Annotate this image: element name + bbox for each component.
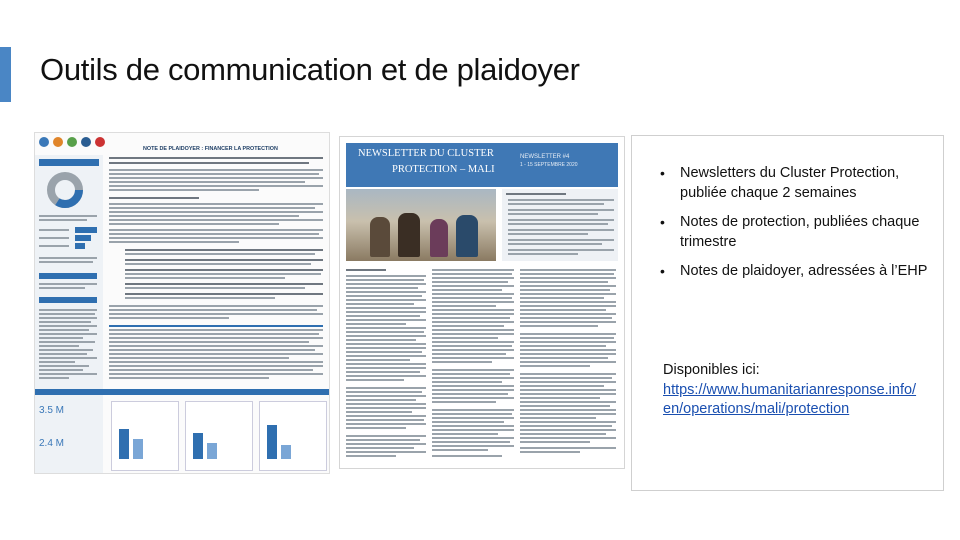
- info-panel: [631, 135, 944, 491]
- newsletter-issue-date: 1 - 15 SEPTEMBRE 2020: [520, 162, 578, 168]
- available-label: Disponibles ici:: [663, 362, 760, 378]
- newsletter-issue-number: NEWSLETTER #4: [520, 154, 570, 160]
- logo-icon: [95, 137, 105, 147]
- bullet-icon: •: [660, 165, 665, 181]
- bullet-list: [660, 164, 930, 292]
- logo-icon: [81, 137, 91, 147]
- logo-icon: [67, 137, 77, 147]
- bullet-item-newsletters: • Newsletters du Cluster Protection, publiée chaque 2 semaines: [660, 165, 900, 201]
- donut-chart-icon: [45, 170, 85, 210]
- bullet-icon: •: [660, 214, 665, 230]
- doc-footer-banner: [35, 389, 329, 395]
- accent-bar: [0, 47, 11, 102]
- newsletter-title-line2: PROTECTION – MALI: [392, 164, 495, 175]
- protection-link[interactable]: https://www.humanitarianresponse.info/en/operations/mali/protection: [663, 381, 917, 417]
- availability-block: [663, 361, 918, 420]
- logo-icon: [53, 137, 63, 147]
- bullet-icon: •: [660, 263, 665, 279]
- slide-title: Outils de communication et de plaidoyer: [40, 52, 580, 87]
- bullet-item-protection-notes: • Notes de protection, publiées chaque trimestre: [660, 214, 920, 250]
- sidebar-header-bar: [39, 159, 99, 166]
- advocacy-note-thumbnail[interactable]: [34, 132, 330, 474]
- logo-icon: [39, 137, 49, 147]
- newsletter-thumbnail[interactable]: [339, 136, 625, 469]
- advocacy-note-heading: NOTE DE PLAIDOYER : FINANCER LA PROTECTION: [143, 146, 278, 152]
- newsletter-title-line1: NEWSLETTER DU CLUSTER: [358, 148, 494, 159]
- bullet-item-advocacy-notes: • Notes de plaidoyer, adressées à l’EHP: [660, 262, 930, 282]
- stat-value-2: 2.4 M: [39, 438, 65, 449]
- stat-value-1: 3.5 M: [39, 405, 65, 416]
